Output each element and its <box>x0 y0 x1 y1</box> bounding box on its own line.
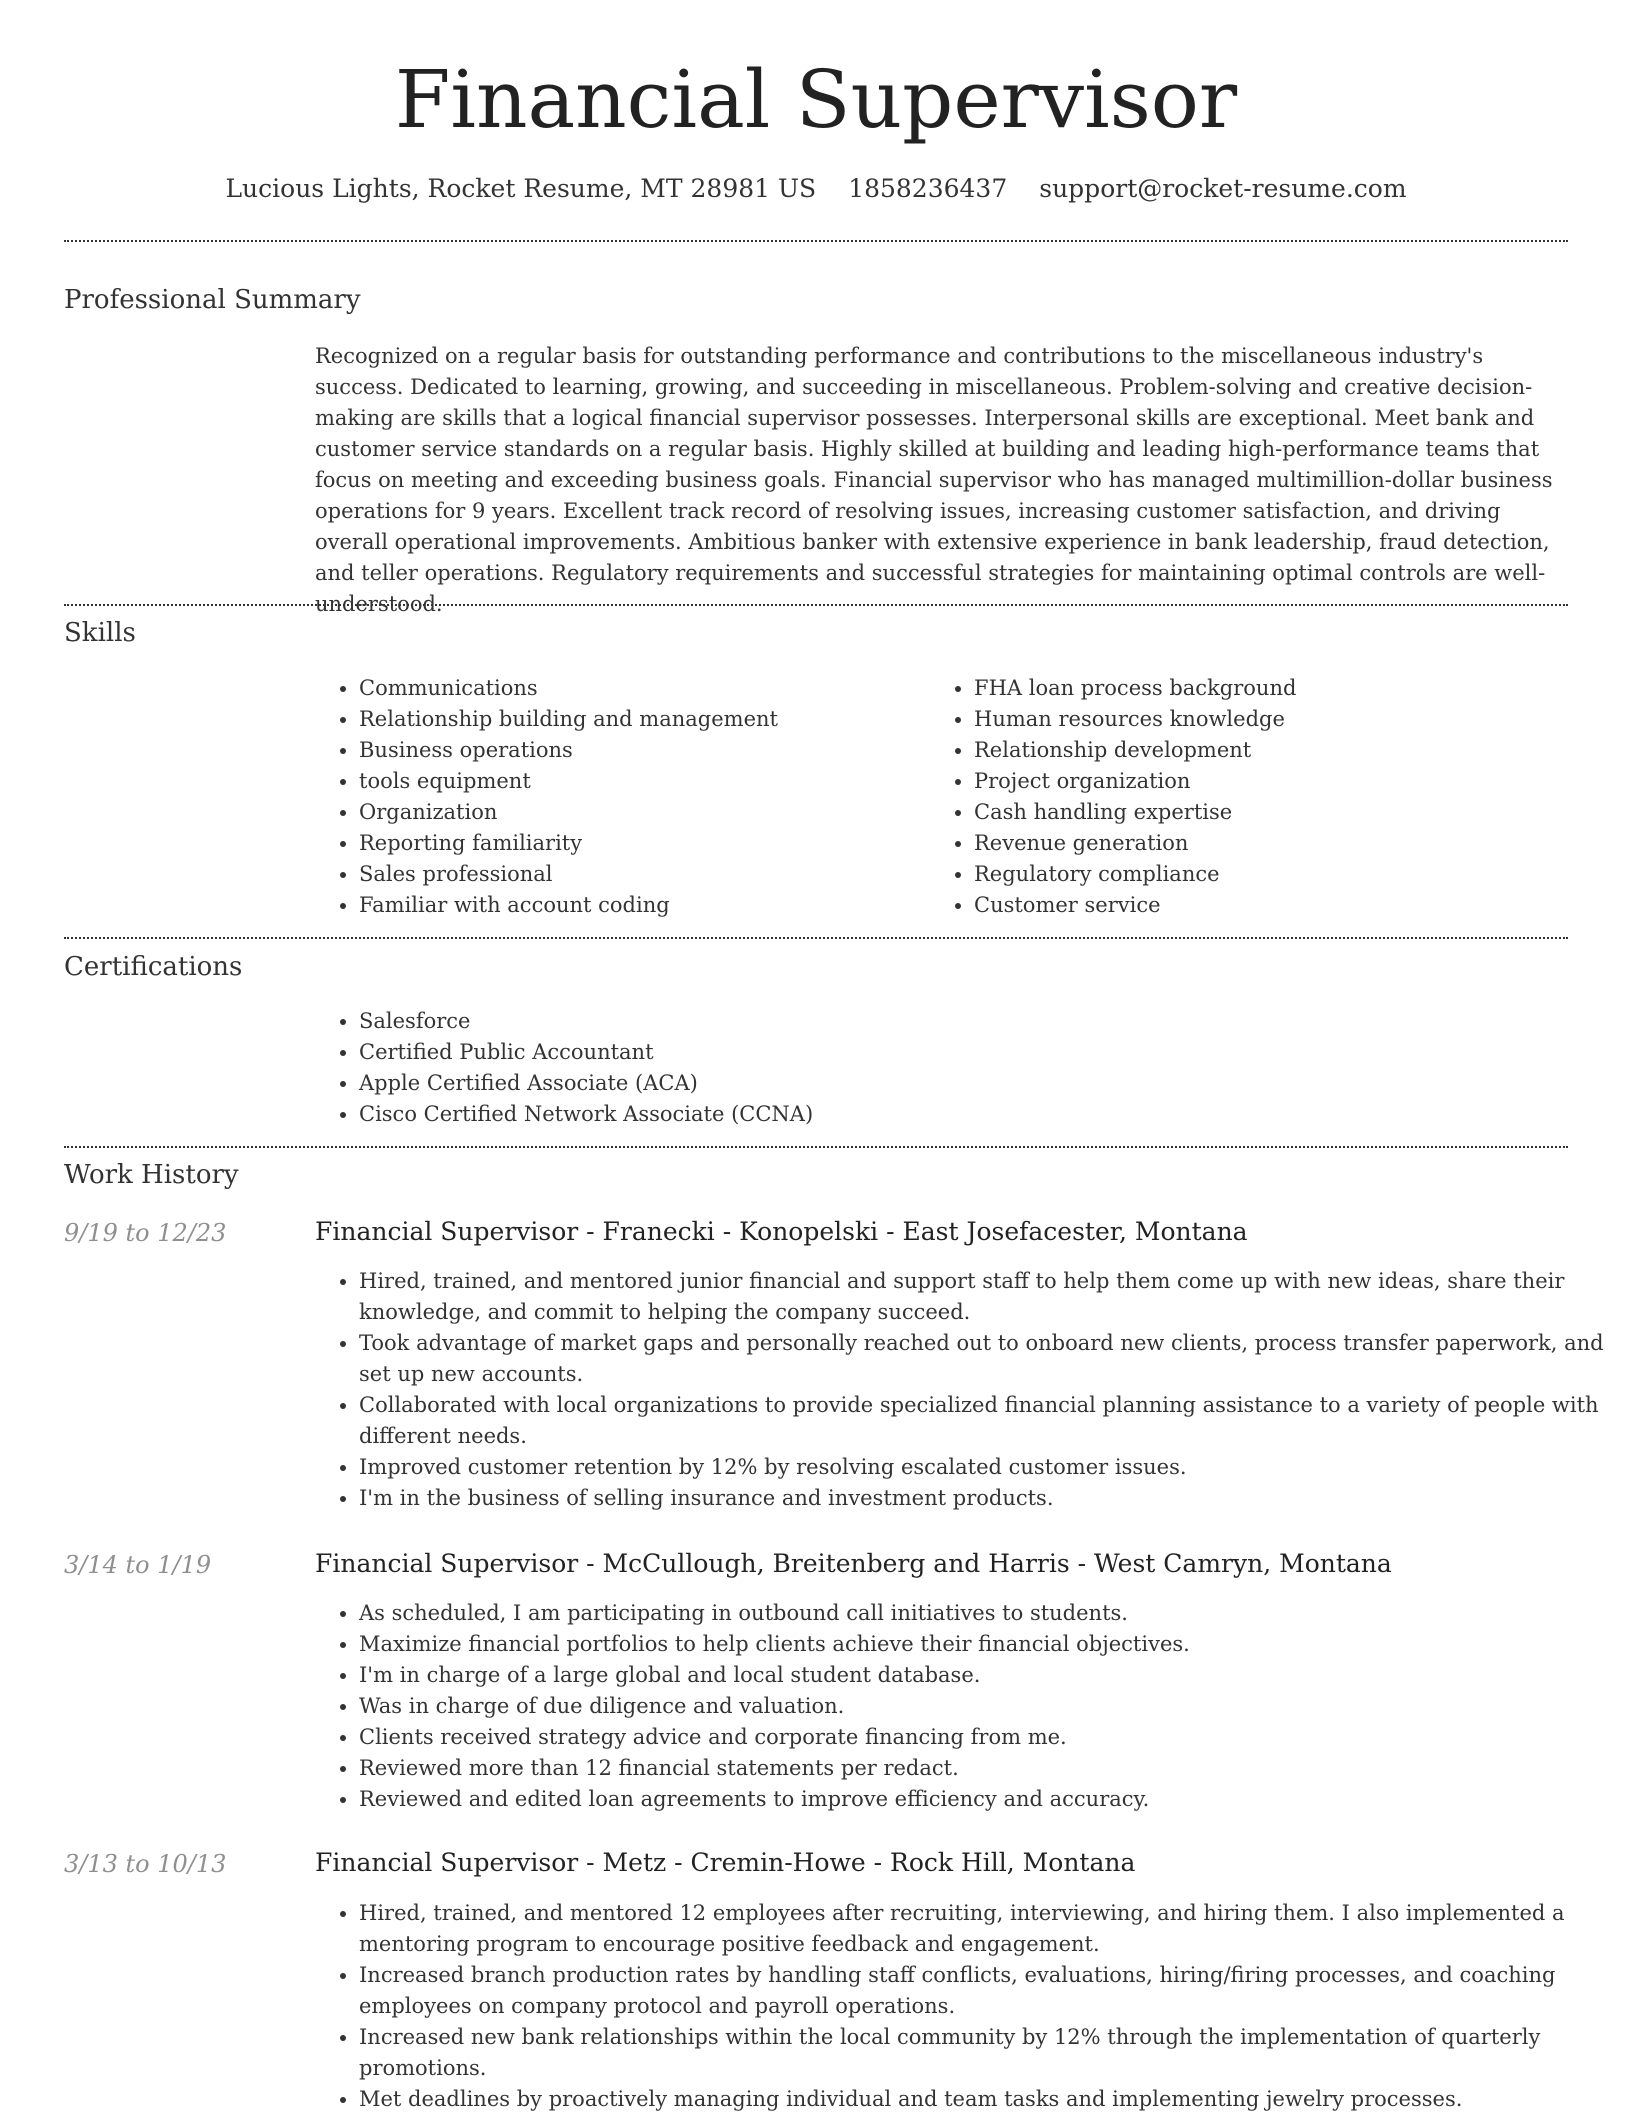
certification-item: • Salesforce <box>359 1006 813 1037</box>
skill-item: • Organization <box>359 797 919 828</box>
skill-item: • Sales professional <box>359 859 919 890</box>
skill-item: • Business operations <box>359 735 919 766</box>
job-dates: 3/13 to 10/13 <box>64 1850 227 1878</box>
divider <box>64 604 1568 606</box>
section-title-work-history: Work History <box>64 1160 239 1190</box>
job-heading: Financial Supervisor - Metz - Cremin-Howe - Rock Hill, Montana <box>315 1848 1136 1877</box>
section-title-summary: Professional Summary <box>64 285 361 315</box>
job-bullet: • I'm in charge of a large global and local student database. <box>359 1660 1611 1691</box>
skill-item: • Reporting familiarity <box>359 828 919 859</box>
job-bullet: • As scheduled, I am participating in outbound call initiatives to students. <box>359 1598 1611 1629</box>
contact-phone: 1858236437 <box>848 174 1008 203</box>
job-bullet: • Collaborated with local organizations to provide specialized financial planning assistance to a variety of people with different needs. <box>359 1390 1611 1452</box>
contact-address: Lucious Lights, Rocket Resume, MT 28981 US <box>225 174 817 203</box>
skill-item: • Cash handling expertise <box>974 797 1594 828</box>
skill-item: • FHA loan process background <box>974 673 1594 704</box>
job-bullet: • Hired, trained, and mentored junior financial and support staff to help them come up with new ideas, share their knowledge, and commit to helping the company succeed. <box>359 1266 1611 1328</box>
contact-email[interactable]: support@rocket-resume.com <box>1039 174 1407 203</box>
skill-item: • Customer service <box>974 890 1594 921</box>
skill-item: • Human resources knowledge <box>974 704 1594 735</box>
skill-item: • Regulatory compliance <box>974 859 1594 890</box>
skill-item: • Revenue generation <box>974 828 1594 859</box>
section-title-certifications: Certifications <box>64 952 243 982</box>
divider <box>64 1146 1568 1148</box>
job-bullet: • Increased new bank relationships within the local community by 12% through the implementation of quarterly promotions. <box>359 2022 1611 2084</box>
contact-line <box>0 172 1632 206</box>
job-bullets <box>315 1898 1611 2115</box>
skill-item: • Relationship development <box>974 735 1594 766</box>
job-heading: Financial Supervisor - Franecki - Konopelski - East Josefacester, Montana <box>315 1217 1248 1246</box>
job-bullet: • I'm in the business of selling insurance and investment products. <box>359 1483 1611 1514</box>
job-bullet: • Reviewed and edited loan agreements to improve efficiency and accuracy. <box>359 1784 1611 1815</box>
job-bullet: • Reviewed more than 12 financial statements per redact. <box>359 1753 1611 1784</box>
job-dates: 9/19 to 12/23 <box>64 1219 227 1247</box>
certification-item: • Certified Public Accountant <box>359 1037 813 1068</box>
skill-item: • Communications <box>359 673 919 704</box>
skill-item: • Relationship building and management <box>359 704 919 735</box>
job-bullets <box>315 1266 1611 1514</box>
divider <box>64 240 1568 242</box>
resume-name: Financial Supervisor <box>394 53 1238 146</box>
job-bullet: • Increased branch production rates by handling staff conflicts, evaluations, hiring/firing processes, and coaching employees on company protocol and payroll operations. <box>359 1960 1611 2022</box>
divider <box>64 937 1568 939</box>
job-bullet: • Hired, trained, and mentored 12 employees after recruiting, interviewing, and hiring them. I also implemented a mentoring program to encourage positive feedback and engagement. <box>359 1898 1611 1960</box>
job-dates: 3/14 to 1/19 <box>64 1551 212 1579</box>
job-bullets <box>315 1598 1611 1815</box>
summary-text: Recognized on a regular basis for outstanding performance and contributions to the miscellaneous industry's success. Dedicated to learning, growing, and succeeding in miscellaneous. Problem-solving and creative decision-making are skills that a logical financial supervisor possesses. Interpersonal skills are exceptional. Meet bank and customer service standards on a regular basis. Highly skilled at building and leading high-performance teams that focus on meeting and exceeding business goals. Financial supervisor who has managed multimillion-dollar business operations for 9 years. Excellent track record of resolving issues, increasing customer satisfaction, and driving overall operational improvements. Ambitious banker with extensive experience in bank leadership, fraud detection, and teller operations. Regulatory requirements and successful strategies for maintaining optimal controls are well-understood. <box>315 344 1553 616</box>
certification-item: • Cisco Certified Network Associate (CCNA) <box>359 1099 813 1130</box>
skills-list-left <box>315 673 919 921</box>
job-bullet: • Clients received strategy advice and corporate financing from me. <box>359 1722 1611 1753</box>
job-bullet: • Improved customer retention by 12% by resolving escalated customer issues. <box>359 1452 1611 1483</box>
skill-item: • tools equipment <box>359 766 919 797</box>
certifications-list <box>315 1006 813 1130</box>
job-heading: Financial Supervisor - McCullough, Breitenberg and Harris - West Camryn, Montana <box>315 1549 1392 1578</box>
skills-list-right <box>930 673 1594 921</box>
skill-item: • Familiar with account coding <box>359 890 919 921</box>
certification-item: • Apple Certified Associate (ACA) <box>359 1068 813 1099</box>
job-bullet: • Was in charge of due diligence and valuation. <box>359 1691 1611 1722</box>
skill-item: • Project organization <box>974 766 1594 797</box>
section-title-skills: Skills <box>64 618 136 648</box>
job-bullet: • Maximize financial portfolios to help clients achieve their financial objectives. <box>359 1629 1611 1660</box>
job-bullet: • Met deadlines by proactively managing individual and team tasks and implementing jewelry processes. <box>359 2084 1611 2115</box>
job-bullet: • Took advantage of market gaps and personally reached out to onboard new clients, process transfer paperwork, and set up new accounts. <box>359 1328 1611 1390</box>
